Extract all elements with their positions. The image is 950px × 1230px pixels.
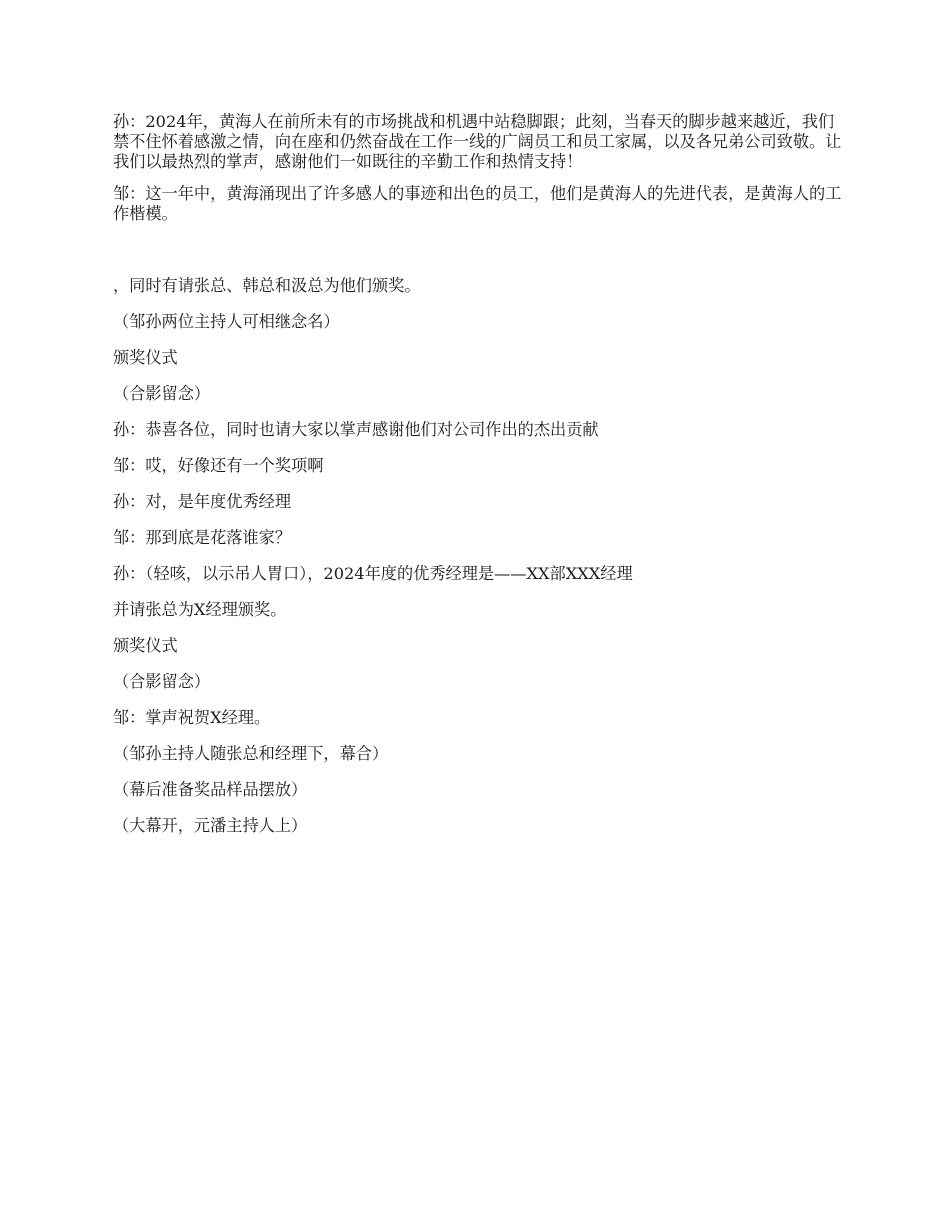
script-line: （幕后准备奖品样品摆放） — [113, 780, 308, 799]
script-line: 颁奖仪式 — [113, 636, 178, 655]
script-line: 并请张总为X经理颁奖。 — [113, 600, 287, 619]
script-line: （合影留念） — [113, 384, 211, 403]
paragraph-opening-sun: 孙：2024年，黄海人在前所未有的市场挑战和机遇中站稳脚跟；此刻，当春天的脚步越来越近，我们禁不住怀着感激之情，向在座和仍然奋战在工作一线的广阔员工和员工家属，以及各兄弟公司致敬。让我们以最热烈的掌声，感谢他们一如既往的辛勤工作和热情支持！ — [113, 112, 842, 171]
script-line: 邹：那到底是花落谁家？ — [113, 528, 292, 547]
script-line: 孙：恭喜各位，同时也请大家以掌声感谢他们对公司作出的杰出贡献 — [113, 420, 599, 439]
script-line: （邹孙两位主持人可相继念名） — [113, 312, 340, 331]
script-line: 孙：对，是年度优秀经理 — [113, 492, 292, 511]
script-line: （合影留念） — [113, 672, 211, 691]
script-line: 邹：掌声祝贺X经理。 — [113, 708, 271, 727]
paragraph-opening-zou: 邹：这一年中，黄海涌现出了许多感人的事迹和出色的员工，他们是黄海人的先进代表，是黄海人的工作楷模。 — [113, 184, 842, 223]
script-line: ，同时有请张总、韩总和汲总为他们颁奖。 — [113, 276, 421, 295]
script-line: 孙：（轻咳，以示吊人胃口），2024年度的优秀经理是——XX部XXX经理 — [113, 564, 633, 583]
document-body — [113, 112, 843, 836]
script-line: 邹：哎，好像还有一个奖项啊 — [113, 456, 324, 475]
script-line: （邹孙主持人随张总和经理下，幕合） — [113, 744, 389, 763]
script-line: 颁奖仪式 — [113, 348, 178, 367]
script-line: （大幕开，元潘主持人上） — [113, 816, 308, 835]
